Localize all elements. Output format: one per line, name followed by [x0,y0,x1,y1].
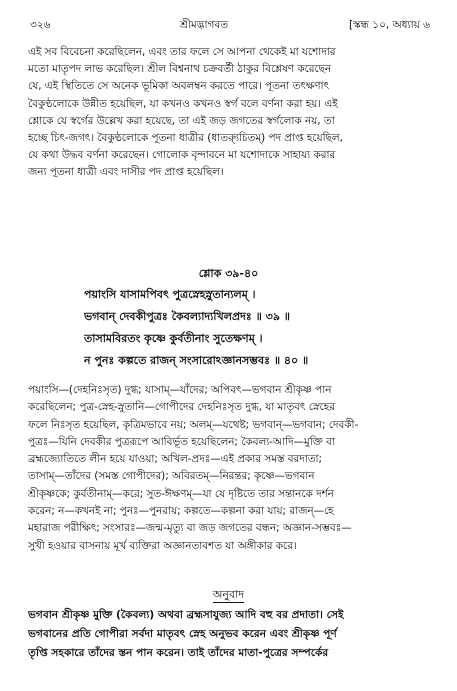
synonym-line: ফলে নিঃসৃত হয়েছিল, কৃত্রিমভাবে নয়; অলম্—যথেষ্ট; ভগবান্—ভগবান; দেবকী- [28,418,359,431]
synonym-line: করেছিলেন; পুত্র-স্নেহ-স্নুতানি—গোপীদের দেহনিঃসৃত দুগ্ধ, যা মাতৃবৎ স্নেহের [28,401,335,414]
verse-line: পয়াংসি যাসামপিবৎ পুত্রস্নেহস্নুতান্যলম্ । [84,288,256,301]
purport-line: মতো মাতৃপদ লাভ করেছিল। শ্রীল বিশ্বনাথ চক্রবর্তী ঠাকুর বিশ্লেষণ করেছেন [28,63,332,76]
purport-line: এই সব বিবেচনা করেছিলেন, এবং তার ফলে সে আপনা থেকেই মা যশোদার [28,46,336,58]
purport-line: জন্য পূতনা ধাত্রী এবং দাসীর পদ প্রাপ্ত হয়েছিল। [28,166,224,179]
synonym-line: পয়াংসি—(দেহনিঃসৃত) দুগ্ধ; যাসাম্—যাঁদের; অপিবৎ—ভগবান শ্রীকৃষ্ণ পান [28,384,332,396]
translation-heading [0,586,457,605]
purport-paragraph [28,44,432,182]
page-number: ৩২৬ [30,19,51,31]
translation-paragraph [28,606,432,663]
synonym-line: শ্রীকৃষ্ণকে; কুর্বতীনাম্—করে; সুত-ঈক্ষণম্—যা যে দৃষ্টিতে তার সন্তানকে দর্শন [28,487,334,500]
verse-line: ভগবান্ দেবকীপুত্রঃ কৈবল্যাদ্যখিলপ্রদঃ ॥ ৩৯ ॥ [84,310,291,323]
translation-line: ভগবান শ্রীকৃষ্ণ মুক্তি (কৈবল্য) অথবা ব্রহ্মসাযুজ্য আদি বহু বর প্রদাতা। সেই [28,609,344,621]
synonym-line: মহারাজ পরীক্ষিৎ; সংসারঃ—জন্ম-মৃত্যু বা জড় জগতের বন্ধন; অজ্ঞান-সম্ভবঃ— [28,522,352,535]
synonym-line: সুখী হওয়ার বাসনায় মূর্খ ব্যক্তিরা অজ্ঞানতাবশত যা অঙ্গীকার করে। [28,539,297,552]
synonym-line: ব্রহ্মজ্যোতিতে লীন হয়ে যাওয়া; অখিল-প্রদঃ—এই প্রকার সমস্ত বরদাতা; [28,453,323,466]
verse-title: শ্লোক ৩৯-৪০ [198,267,259,280]
verse-line: তাসামবিরতং কৃষ্ণে কুর্বতীনাং সুতেক্ষণম্ । [84,332,263,345]
purport-line: যে কথা উদ্ধব বর্ণনা করেছেন। গোলোক বৃন্দাবনে মা যশোদাকে সাহায্য করার [28,149,336,162]
book-title: শ্রীমদ্ভাগবত [180,19,229,31]
translation-line: তৃপ্তি সহকারে তাঁদের স্তন পান করেন। তাই তাঁদের মাতা-পুত্রের সম্পর্কের [28,647,329,659]
synonyms-paragraph [28,382,432,555]
synonym-line: পুত্রঃ—যিনি দেবকীর পুত্ররূপে আবির্ভূত হয়েছিলেন; কৈবল্য-আদি—মুক্তি বা [28,435,335,448]
translation-line: ভগবানের প্রতি গোপীরা সর্বদা মাতৃবৎ স্নেহ অনুভব করেন এবং শ্রীকৃষ্ণ পূর্ণ [28,628,337,640]
verse-text [84,284,434,372]
purport-line: যে, এই স্থিতিতে সে অনেক ভূমিকা অবলম্বন করতে পারে। পূতনা তৎক্ষণাৎ [28,80,330,93]
synonym-line: তাসাম্—তাঁদের (সমস্ত গোপীদের); অবিরতম্—নিরন্তর; কৃষ্ণে—ভগবান [28,470,315,483]
page-header [30,18,430,34]
purport-line: শ্লোকে যে স্বর্গের উল্লেখ করা হয়েছে, তা এই জড় জগতের স্বর্গলোক নয়, তা [28,114,335,127]
chapter-reference: [স্কন্ধ ১০, অধ্যায় ৬ [348,19,430,31]
synonym-line: করেন; ন—কখনই না; পুনঃ—পুনরায়; কল্পতে—কল্পনা করা যায়; রাজন্—হে [28,505,334,518]
translation-heading-text: অনুবাদ [212,588,245,601]
verse-line: ন পুনঃ কল্পতে রাজন্ সংসারোঽজ্ঞানসম্ভবঃ ॥ ৪০ ॥ [84,354,309,367]
purport-line: বৈকুণ্ঠলোকে উন্নীত হয়েছিল, যা কখনও কখনও স্বর্গ বলে বর্ণনা করা হয়। এই [28,97,338,110]
purport-line: হচ্ছে চিৎ-জগৎ। বৈকুণ্ঠলোকে পূতনা ধাত্রীর (ধাত্র্যুচিতম্) পদ প্রাপ্ত হয়েছিল, [28,132,343,145]
